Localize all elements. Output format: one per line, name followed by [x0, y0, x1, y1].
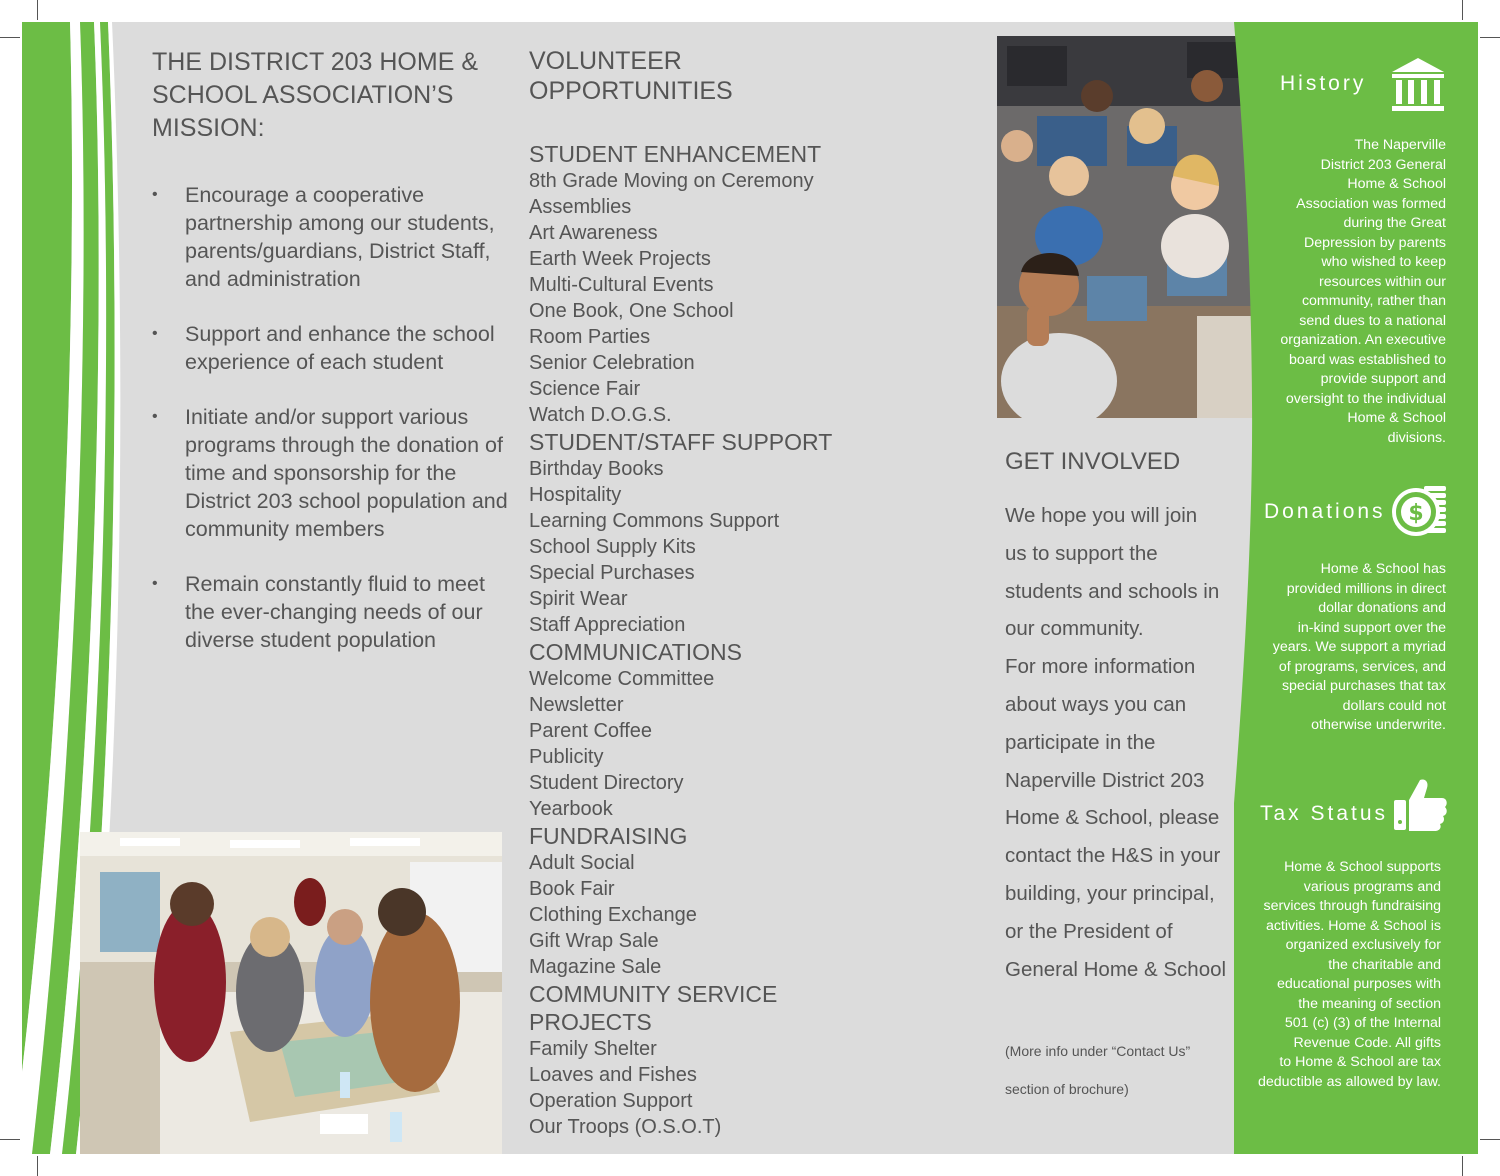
get-involved-line: contact the H&S in your: [1005, 844, 1221, 868]
history-line: Home & School: [1347, 410, 1446, 426]
list-item: Family Shelter: [529, 1038, 657, 1060]
history-line: resources within our: [1319, 273, 1446, 290]
get-involved-line: participate in the: [1005, 730, 1156, 754]
list-item: Earth Week Projects: [529, 248, 711, 270]
meeting-photo: [80, 832, 502, 1154]
donations-line: years. We support a myriad: [1272, 639, 1446, 655]
get-involved-line: We hope you will join: [1005, 504, 1198, 527]
list-item: Watch D.O.G.S.: [529, 404, 672, 426]
history-line: organization. An executive: [1280, 332, 1446, 348]
get-involved-line: our community.: [1005, 617, 1144, 641]
donations-text: [1236, 560, 1446, 736]
get-involved-line: General Home & School: [1005, 957, 1227, 981]
get-involved-line: Naperville District 203: [1005, 768, 1205, 792]
history-line: who wished to keep: [1321, 254, 1446, 270]
tax-status-line: to Home & School are tax: [1279, 1054, 1441, 1070]
list-item: Assemblies: [529, 196, 632, 218]
history-title: History: [1280, 72, 1367, 95]
crop-mark: [1462, 0, 1463, 20]
history-line: Home & School: [1347, 176, 1446, 192]
list-item: Special Purchases: [529, 562, 695, 584]
get-involved-line: students and schools in: [1005, 579, 1220, 603]
tax-status-line: the charitable and: [1328, 956, 1441, 973]
contact-note-line: section of brochure): [1005, 1081, 1129, 1098]
donations-line: of programs, services, and: [1278, 658, 1446, 675]
list-item: Birthday Books: [529, 458, 664, 480]
list-item: Operation Support: [529, 1090, 693, 1112]
tax-status-text: [1221, 858, 1441, 1092]
list-item: 8th Grade Moving on Ceremony: [529, 170, 814, 192]
list-item: Welcome Committee: [529, 668, 715, 690]
get-involved-section: [1005, 447, 1245, 1108]
list-item: Science Fair: [529, 378, 641, 400]
section-title: COMMUNICATIONS: [529, 639, 742, 665]
list-item: Adult Social: [529, 852, 635, 874]
mission-bullet: • Encourage a cooperative partnership among our students, parents/guardians, District Staff, and administration: [152, 181, 512, 293]
donations-title: Donations: [1264, 500, 1386, 523]
tax-status-line: educational purposes with: [1276, 976, 1441, 992]
get-involved-title: GET INVOLVED: [1005, 448, 1181, 475]
history-line: divisions.: [1387, 429, 1446, 446]
list-item: Art Awareness: [529, 222, 658, 244]
list-item: Multi-Cultural Events: [529, 274, 714, 296]
get-involved-line: building, your principal,: [1005, 881, 1215, 905]
dollar-coins-icon: [1390, 482, 1448, 540]
list-item: Learning Commons Support: [529, 510, 780, 532]
get-involved-line: Home & School, please: [1005, 806, 1220, 830]
history-line: send dues to a national: [1299, 312, 1446, 329]
section-list: [529, 1036, 889, 1140]
section-title: STUDENT/STAFF SUPPORT: [529, 429, 833, 455]
history-text: [1246, 136, 1446, 448]
mission-bullet: • Support and enhance the school experience of each student: [152, 320, 512, 376]
volunteer-section: [529, 46, 889, 1140]
donations-line: dollar donations and: [1318, 600, 1446, 616]
tax-status-line: Revenue Code. All gifts: [1293, 1034, 1441, 1051]
tax-status-line: activities. Home & School is: [1265, 917, 1441, 934]
list-item: Newsletter: [529, 694, 624, 716]
list-item: Publicity: [529, 746, 604, 768]
list-item: Parent Coffee: [529, 720, 653, 742]
classroom-photo: [997, 36, 1253, 418]
list-item: Senior Celebration: [529, 352, 695, 374]
donations-line: Home & School has: [1320, 561, 1446, 577]
bank-icon: [1390, 56, 1446, 112]
section-title: STUDENT ENHANCEMENT: [529, 141, 822, 167]
list-item: Staff Appreciation: [529, 614, 686, 636]
donations-line: otherwise underwrite.: [1311, 717, 1446, 733]
history-line: Association was formed: [1296, 195, 1446, 212]
history-line: provide support and: [1320, 371, 1446, 387]
list-item: Magazine Sale: [529, 956, 662, 978]
list-item: Room Parties: [529, 326, 651, 348]
history-line: oversight to the individual: [1285, 390, 1446, 407]
crop-mark: [37, 0, 38, 20]
section-list: [529, 168, 889, 428]
get-involved-line: us to support the: [1005, 541, 1158, 565]
donations-line: dollars could not: [1342, 697, 1446, 714]
list-item: Loaves and Fishes: [529, 1064, 697, 1086]
section-title: FUNDRAISING: [529, 823, 688, 849]
get-involved-line: For more information: [1005, 655, 1196, 679]
mission-title: THE DISTRICT 203 HOME & SCHOOL ASSOCIATION’S MISSION:: [152, 48, 478, 142]
crop-mark: [1462, 1156, 1463, 1176]
history-line: District 203 General: [1320, 156, 1446, 173]
list-item: Our Troops (O.S.O.T): [529, 1116, 722, 1138]
donations-line: special purchases that tax: [1281, 678, 1446, 694]
crop-mark: [37, 1156, 38, 1176]
thumbs-up-icon: [1392, 776, 1448, 832]
history-line: community, rather than: [1301, 293, 1446, 309]
crop-mark: [1480, 1139, 1500, 1140]
tax-status-line: 501 (c) (3) of the Internal: [1284, 1015, 1441, 1031]
tax-status-line: deductible as allowed by law.: [1258, 1073, 1441, 1090]
mission-bullet: • Initiate and/or support various programs through the donation of time and sponsorship for the District 203 school population and community members: [152, 403, 512, 543]
mission-list: [152, 181, 512, 654]
section-list: [529, 850, 889, 980]
crop-mark: [0, 37, 20, 38]
brochure-page: [22, 22, 1478, 1154]
section-title: COMMUNITY SERVICE PROJECTS: [529, 981, 778, 1035]
section-list: [529, 456, 889, 638]
list-item: Student Directory: [529, 772, 684, 794]
tax-status-line: various programs and: [1303, 878, 1441, 895]
tax-status-line: the meaning of section: [1298, 995, 1441, 1012]
list-item: Gift Wrap Sale: [529, 930, 659, 952]
donations-line: in-kind support over the: [1297, 619, 1446, 636]
crop-mark: [0, 1139, 20, 1140]
section-list: [529, 666, 889, 822]
list-item: Spirit Wear: [529, 588, 628, 610]
contact-note-line: (More info under “Contact Us”: [1005, 1043, 1191, 1060]
get-involved-line: about ways you can: [1005, 692, 1187, 716]
mission-section: [152, 46, 512, 681]
tax-status-title: Tax Status: [1260, 802, 1389, 825]
list-item: Clothing Exchange: [529, 904, 697, 926]
history-line: board was established to: [1289, 351, 1446, 368]
list-item: Hospitality: [529, 484, 622, 506]
list-item: Yearbook: [529, 798, 613, 820]
contact-note: [1005, 1032, 1245, 1108]
list-item: One Book, One School: [529, 300, 734, 322]
tax-status-line: Home & School supports: [1284, 859, 1441, 875]
crop-mark: [1480, 37, 1500, 38]
donations-line: provided millions in direct: [1286, 580, 1446, 597]
get-involved-line: or the President of: [1005, 919, 1173, 943]
history-line: The Naperville: [1354, 137, 1446, 153]
svg-text:$: $: [1408, 501, 1424, 526]
volunteer-title: VOLUNTEER OPPORTUNITIES: [529, 47, 733, 105]
mission-bullet: • Remain constantly fluid to meet the ever-changing needs of our diverse student population: [152, 570, 512, 654]
history-line: during the Great: [1343, 215, 1446, 231]
list-item: Book Fair: [529, 878, 615, 900]
tax-status-line: services through fundraising: [1263, 898, 1441, 914]
list-item: School Supply Kits: [529, 536, 696, 558]
history-line: Depression by parents: [1304, 234, 1446, 251]
tax-status-line: organized exclusively for: [1285, 937, 1441, 953]
